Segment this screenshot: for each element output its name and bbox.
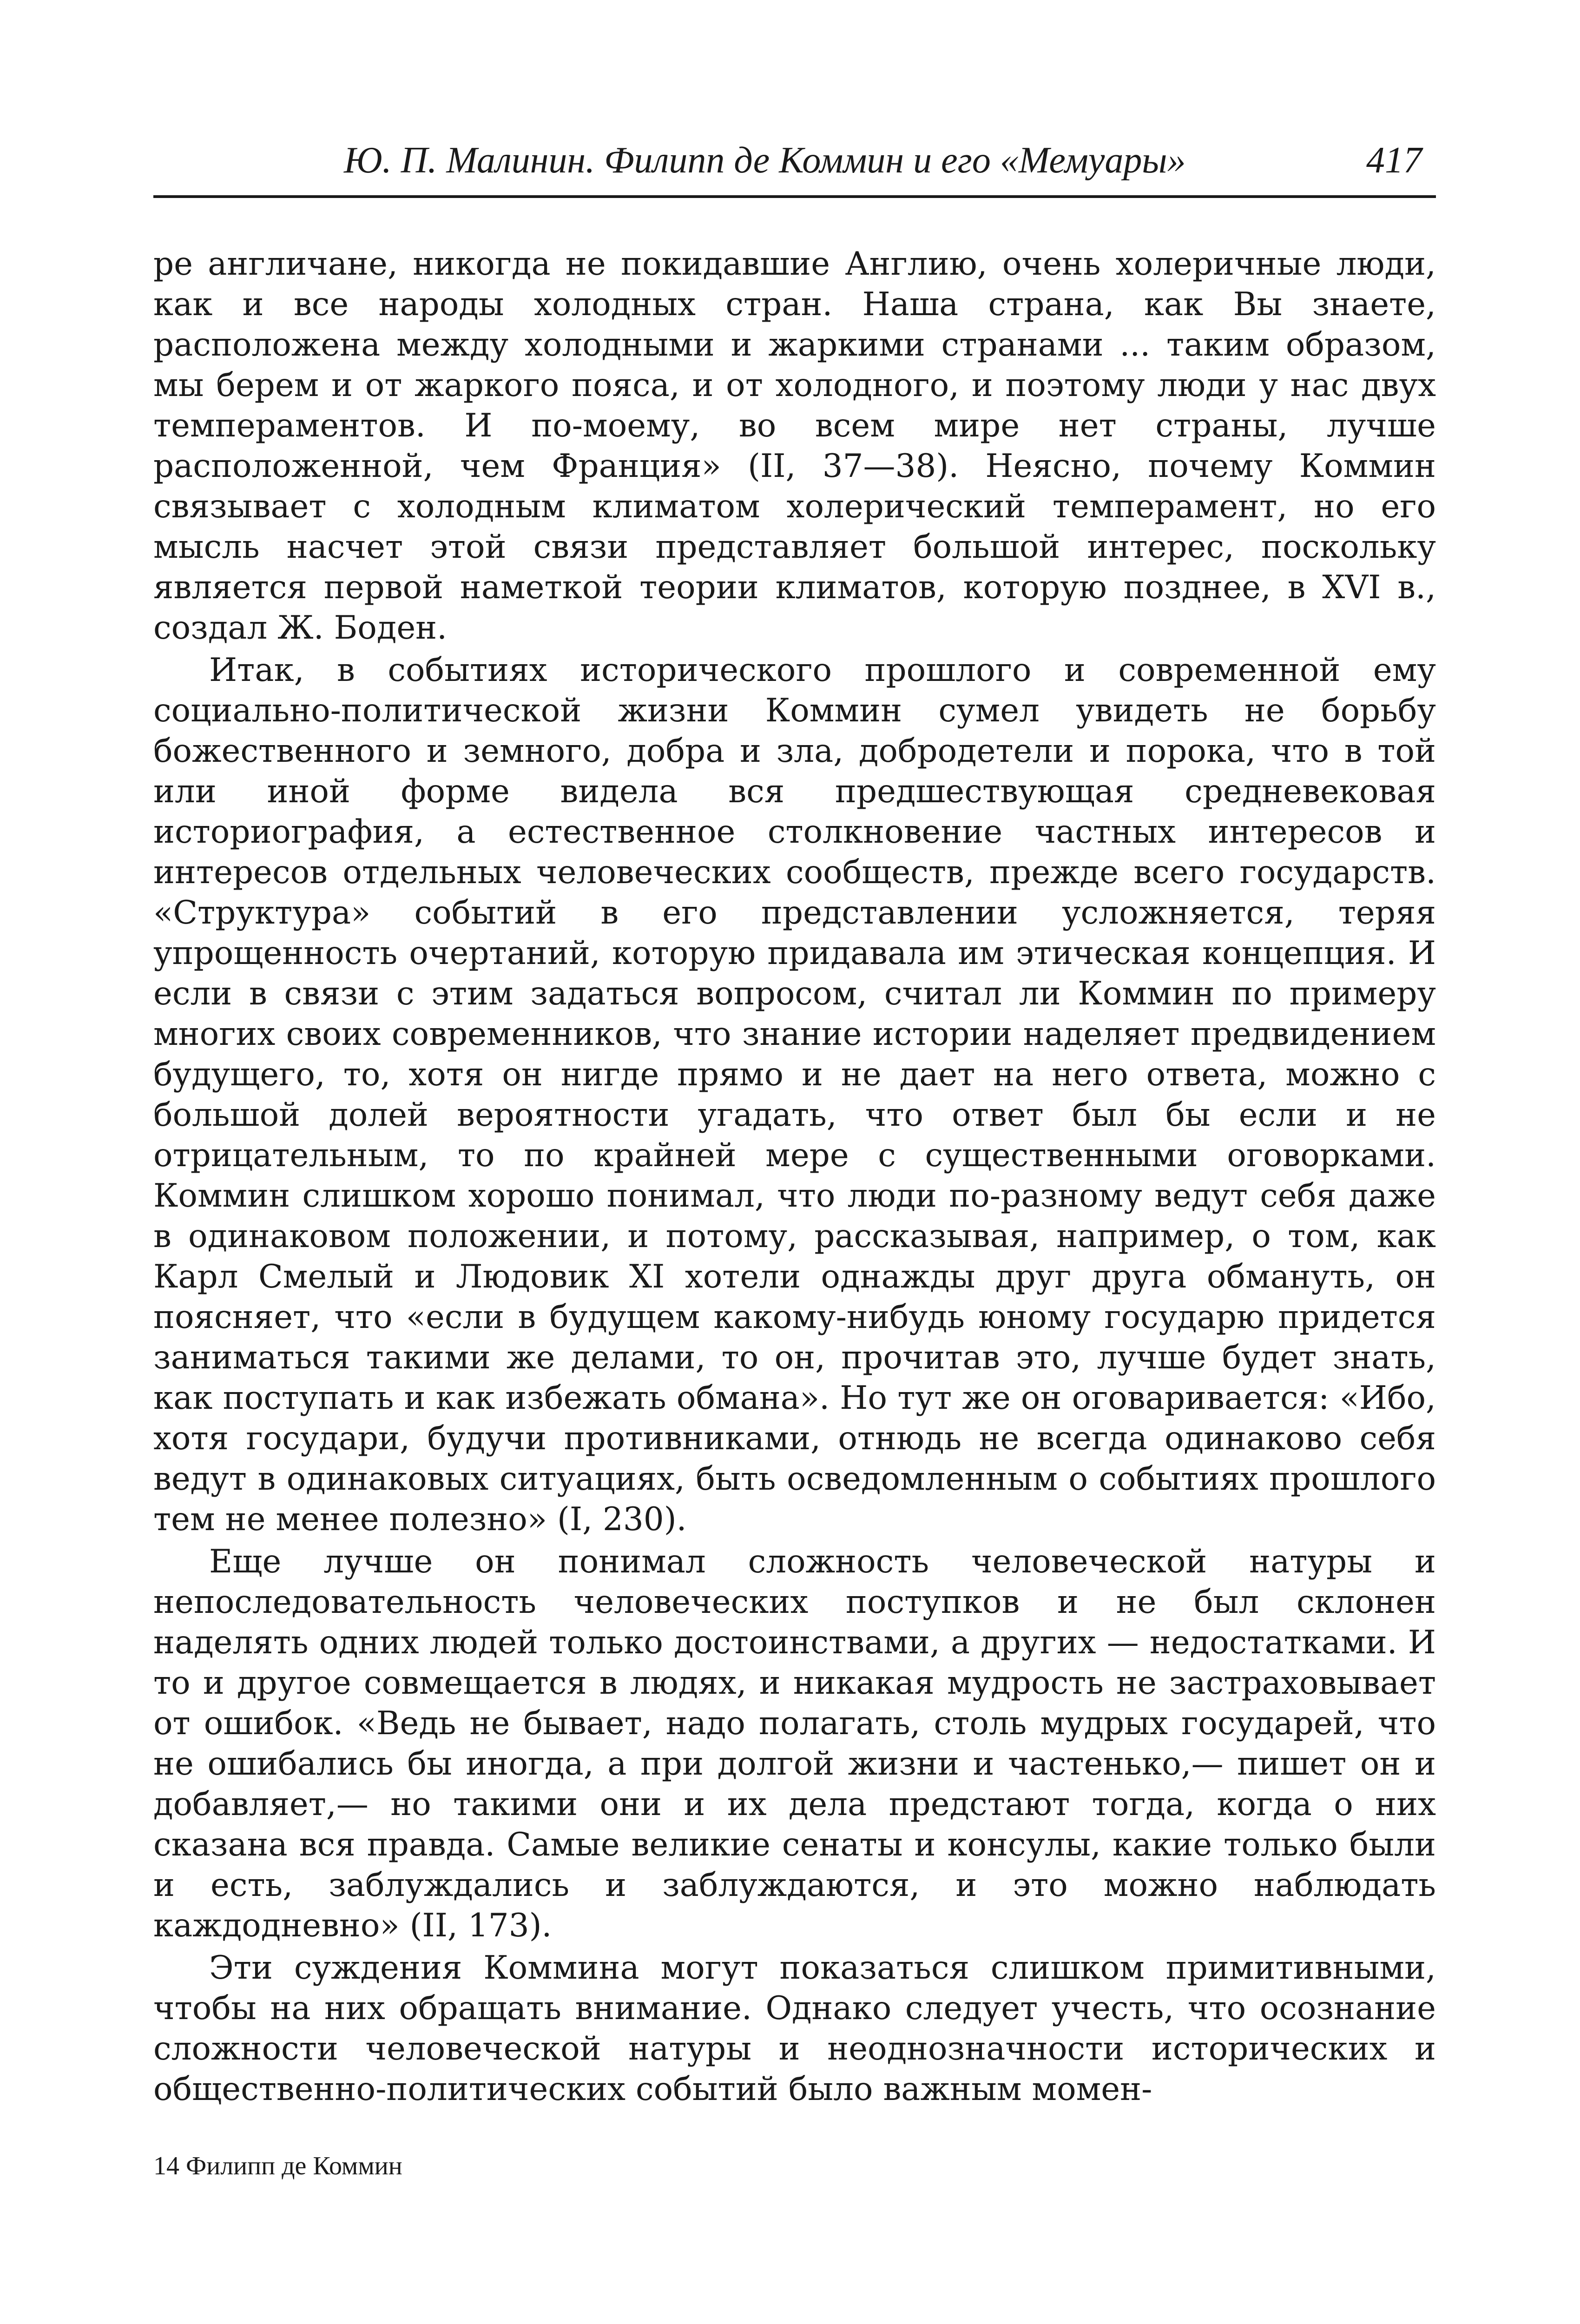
paragraph-2: Итак, в событиях исторического прошлого и современной ему социально-политической жизни Коммин сумел увидеть не борьбу божественного и земного, добра и зла, добродетели и порока, что в той или иной форме видела вся предшествующая средневековая историография, а естественное столкновение частных интересов и интересов отдельных человеческих сообществ, прежде всего государств. «Структура» событий в его представлении усложняется, теряя упрощенность очертаний, которую придавала им этическая концепция. И если в связи с этим задаться вопросом, считал ли Коммин по примеру многих своих современников, что знание истории наделяет предвидением будущего, то, хотя он нигде прямо и не дает на него ответа, можно с большой долей вероятности угадать, что ответ был бы если и не отрицательным, то по крайней мере с существенными оговорками. Коммин слишком хорошо понимал, что люди по-разному ведут себя даже в одинаковом положении, и потому, рассказывая, например, о том, как Карл Смелый и Людовик XI хотели однажды друг друга обмануть, он поясняет, что «если в будущем какому-нибудь юному государю придется заниматься такими же делами, то он, прочитав это, лучше будет знать, как поступать и как избежать обмана». Но тут же он оговаривается: «Ибо, хотя государи, будучи противниками, отнюдь не всегда одинаково себя ведут в одинаковых ситуациях, быть осведомленным о событиях прошлого тем не менее полезно» (I, 230). xyxy=(153,652,1436,1538)
printer-signature: 14 Филипп де Коммин xyxy=(153,2152,402,2180)
running-header xyxy=(153,135,1436,198)
paragraph-1: ре англичане, никогда не покидавшие Англию, очень холеричные люди, как и все народы холодных стран. Наша страна, как Вы знаете, расположена между холодными и жаркими странами ... таким образом, мы берем и от жаркого пояса, и от холодного, и поэтому люди у нас двух темпераментов. И по-моему, во всем мире нет страны, лучше расположенной, чем Франция» (II, 37—38). Неясно, почему Коммин связывает с холодным климатом холерический темперамент, но его мысль насчет этой связи представляет большой интерес, поскольку является первой наметкой теории климатов, которую позднее, в XVI в., создал Ж. Боден. xyxy=(153,245,1436,647)
running-title: Ю. П. Малинин. Филипп де Коммин и его «Мемуары» xyxy=(344,140,1186,181)
paragraph-4: Эти суждения Коммина могут показаться слишком примитивными, чтобы на них обращать внимание. Однако следует учесть, что осознание сложности человеческой натуры и неоднозначности исторических и общественно-политических событий было важным момен- xyxy=(153,1949,1436,2108)
page-number: 417 xyxy=(1366,140,1422,181)
paragraph-3: Еще лучше он понимал сложность человеческой натуры и непоследовательность человеческих поступков и не был склонен наделять одних людей только достоинствами, а других — недостатками. И то и другое совмещается в людях, и никакая мудрость не застраховывает от ошибок. «Ведь не бывает, надо полагать, столь мудрых государей, что не ошибались бы иногда, а при долгой жизни и частенько,— пишет он и добавляет,— но такими они и их дела предстают тогда, когда о них сказана вся правда. Самые великие сенаты и консулы, какие только были и есть, заблуждались и заблуждаются, и это можно наблюдать каждодневно» (II, 173). xyxy=(153,1543,1436,1944)
main-text xyxy=(153,244,1436,2110)
